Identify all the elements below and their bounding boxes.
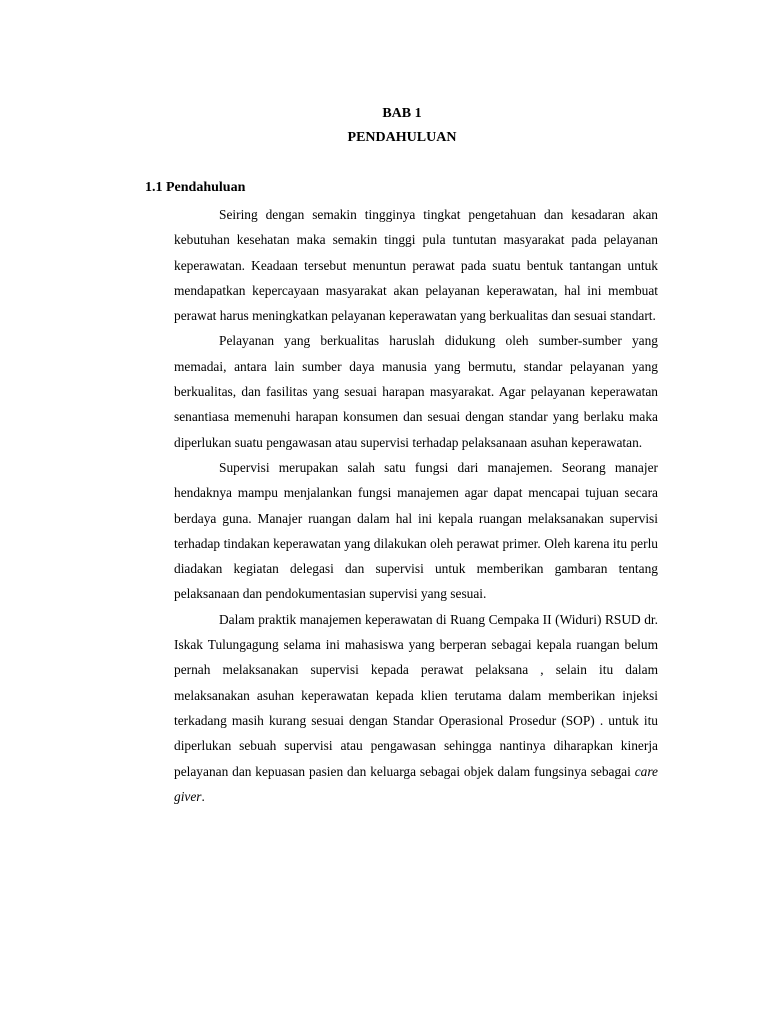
- body-text: [174, 202, 658, 809]
- paragraph: Supervisi merupakan salah satu fungsi dari manajemen. Seorang manajer hendaknya mampu menjalankan fungsi manajemen agar dapat mencapai tujuan secara berdaya guna. Manajer ruangan dalam hal ini kepala ruangan melaksanakan supervisi terhadap tindakan keperawatan yang dilakukan oleh perawat primer. Oleh karena itu perlu diadakan kegiatan delegasi dan supervisi untuk memberikan gambaran tentang pelaksanaan dan pendokumentasian supervisi yang sesuai.: [174, 459, 658, 602]
- paragraph-text: Dalam praktik manajemen keperawatan di Ruang Cempaka II (Widuri) RSUD dr. Iskak Tulungagung selama ini mahasiswa yang berperan sebagai kepala ruangan belum pernah melaksanakan supervisi kepada perawat pelaksana , selain itu dalam melaksanakan asuhan keperawatan kepada klien terutama dalam memberikan injeksi terkadang masih kurang sesuai dengan Standar Operasional Prosedur (SOP) . untuk itu diperlukan sebuah supervisi atau pengawasan sehingga nantinya diharapkan kinerja pelayanan dan kepuasan pasien dan keluarga sebagai objek dalam fungsinya sebagai: [174, 611, 658, 779]
- section-heading: 1.1 Pendahuluan: [145, 180, 246, 195]
- paragraph-end: .: [201, 788, 205, 804]
- italic-term: care giver: [174, 763, 658, 804]
- paragraph: Seiring dengan semakin tingginya tingkat pengetahuan dan kesadaran akan kebutuhan kesehatan maka semakin tinggi pula tuntutan masyarakat pada pelayanan keperawatan. Keadaan tersebut menuntun perawat pada suatu bentuk tantangan untuk mendapatkan kepercayaan masyarakat akan pelayanan keperawatan, hal ini membuat perawat harus meningkatkan pelayanan keperawatan yang berkualitas dan sesuai standart.: [174, 207, 658, 324]
- chapter-title: PENDAHULUAN: [347, 130, 457, 145]
- paragraph: Pelayanan yang berkualitas haruslah didukung oleh sumber-sumber yang memadai, antara lain sumber daya manusia yang bermutu, standar pelayanan yang berkualitas, dan fasilitas yang sesuai harapan masyarakat. Agar pelayanan keperawatan senantiasa memenuhi harapan konsumen dan sesuai dengan standar yang berlaku maka diperlukan suatu pengawasan atau supervisi terhadap pelaksanaan asuhan keperawatan.: [174, 333, 658, 450]
- paragraph: [174, 607, 658, 809]
- chapter-number: BAB 1: [382, 106, 422, 121]
